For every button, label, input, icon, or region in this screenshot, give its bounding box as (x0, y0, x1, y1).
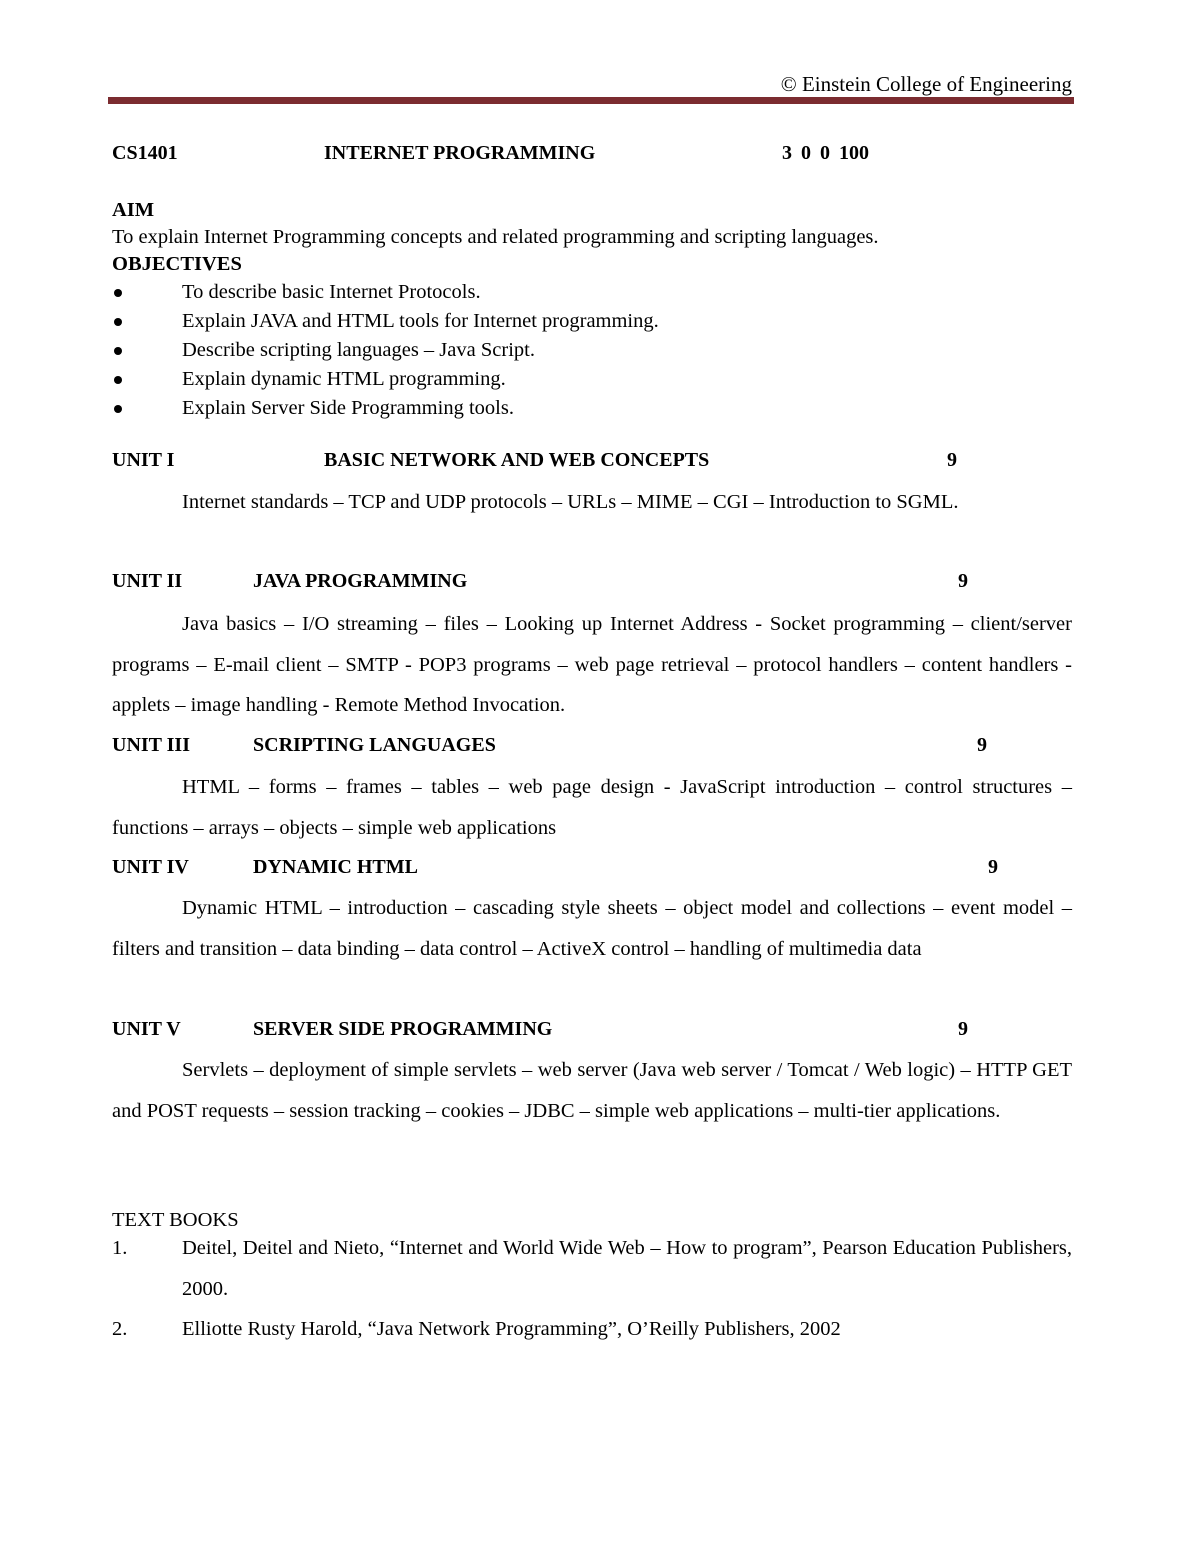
unit-hours: 9 (977, 734, 987, 756)
objective-item (112, 365, 1072, 394)
unit-title: DYNAMIC HTML (253, 856, 418, 878)
unit-label: UNIT I (112, 449, 175, 471)
unit-4-heading (112, 856, 1072, 882)
objective-text: Explain JAVA and HTML tools for Internet programming. (182, 310, 659, 332)
header-rule (108, 97, 1074, 104)
unit-hours: 9 (958, 1018, 968, 1040)
text-book-number: 2. (112, 1318, 128, 1341)
objectives-list (112, 278, 1072, 423)
aim-objectives-section (112, 197, 1072, 423)
text-book-number: 1. (112, 1237, 128, 1259)
unit-title: SCRIPTING LANGUAGES (253, 734, 496, 756)
header-college-name: © Einstein College of Engineering (780, 72, 1072, 96)
text-books-heading: TEXT BOOKS (112, 1209, 239, 1231)
bullet-icon (114, 347, 122, 355)
text-books-section (112, 1207, 1072, 1350)
course-title: INTERNET PROGRAMMING (324, 142, 596, 164)
aim-text: To explain Internet Programming concepts and related programming and scripting languages. (112, 226, 879, 248)
unit-hours: 9 (958, 570, 968, 592)
objective-text: Explain Server Side Programming tools. (182, 397, 514, 419)
text-book-text: Elliotte Rusty Harold, “Java Network Programming”, O’Reilly Publishers, 2002 (182, 1318, 841, 1341)
objective-item (112, 336, 1072, 365)
bullet-icon (114, 405, 122, 413)
text-book-item (112, 1228, 1072, 1309)
objective-item (112, 394, 1072, 423)
text-book-text: Deitel, Deitel and Nieto, “Internet and World Wide Web – How to program”, Pearson Education Publishers, 2000. (182, 1237, 1072, 1300)
course-credits: 3 0 0 100 (782, 142, 869, 164)
course-heading (112, 142, 1072, 168)
unit-5-content: Servlets – deployment of simple servlets – web server (Java web server / Tomcat / Web logic) – HTTP GET and POST requests – session tracking – cookies – JDBC – simple web applications – multi-tier applications. (112, 1059, 1072, 1122)
unit-title: BASIC NETWORK AND WEB CONCEPTS (324, 449, 710, 471)
bullet-icon (114, 289, 122, 297)
objective-text: Describe scripting languages – Java Script. (182, 339, 535, 361)
objective-text: To describe basic Internet Protocols. (182, 281, 481, 303)
unit-2-content: Java basics – I/O streaming – files – Looking up Internet Address - Socket programming – client/server programs – E-mail client – SMTP - POP3 programs – web page retrieval – protocol handlers – content handlers - applets – image handling - Remote Method Invocation. (112, 613, 1072, 717)
objective-item (112, 278, 1072, 307)
unit-hours: 9 (947, 449, 957, 471)
unit-label: UNIT II (112, 570, 183, 592)
unit-title: SERVER SIDE PROGRAMMING (253, 1018, 553, 1040)
unit-1-content: Internet standards – TCP and UDP protocols – URLs – MIME – CGI – Introduction to SGML. (182, 491, 959, 513)
bullet-icon (114, 318, 122, 326)
objective-item (112, 307, 1072, 336)
unit-label: UNIT IV (112, 856, 189, 878)
unit-label: UNIT III (112, 734, 190, 756)
unit-4-content: Dynamic HTML – introduction – cascading style sheets – object model and collections – event model – filters and transition – data binding – data control – ActiveX control – handling of multimedia data (112, 897, 1072, 960)
unit-title: JAVA PROGRAMMING (253, 570, 468, 592)
unit-3-content: HTML – forms – frames – tables – web page design - JavaScript introduction – control structures – functions – arrays – objects – simple web applications (112, 776, 1072, 839)
aim-heading: AIM (112, 199, 155, 221)
unit-5-heading (112, 1018, 1072, 1044)
objective-text: Explain dynamic HTML programming. (182, 368, 506, 390)
unit-2-heading (112, 570, 1072, 596)
unit-3-heading (112, 734, 1072, 760)
bullet-icon (114, 376, 122, 384)
unit-hours: 9 (988, 856, 998, 878)
unit-label: UNIT V (112, 1018, 181, 1040)
objectives-heading: OBJECTIVES (112, 253, 242, 275)
text-book-item (112, 1309, 1072, 1350)
course-code: CS1401 (112, 142, 178, 164)
unit-1-heading (112, 449, 1072, 475)
